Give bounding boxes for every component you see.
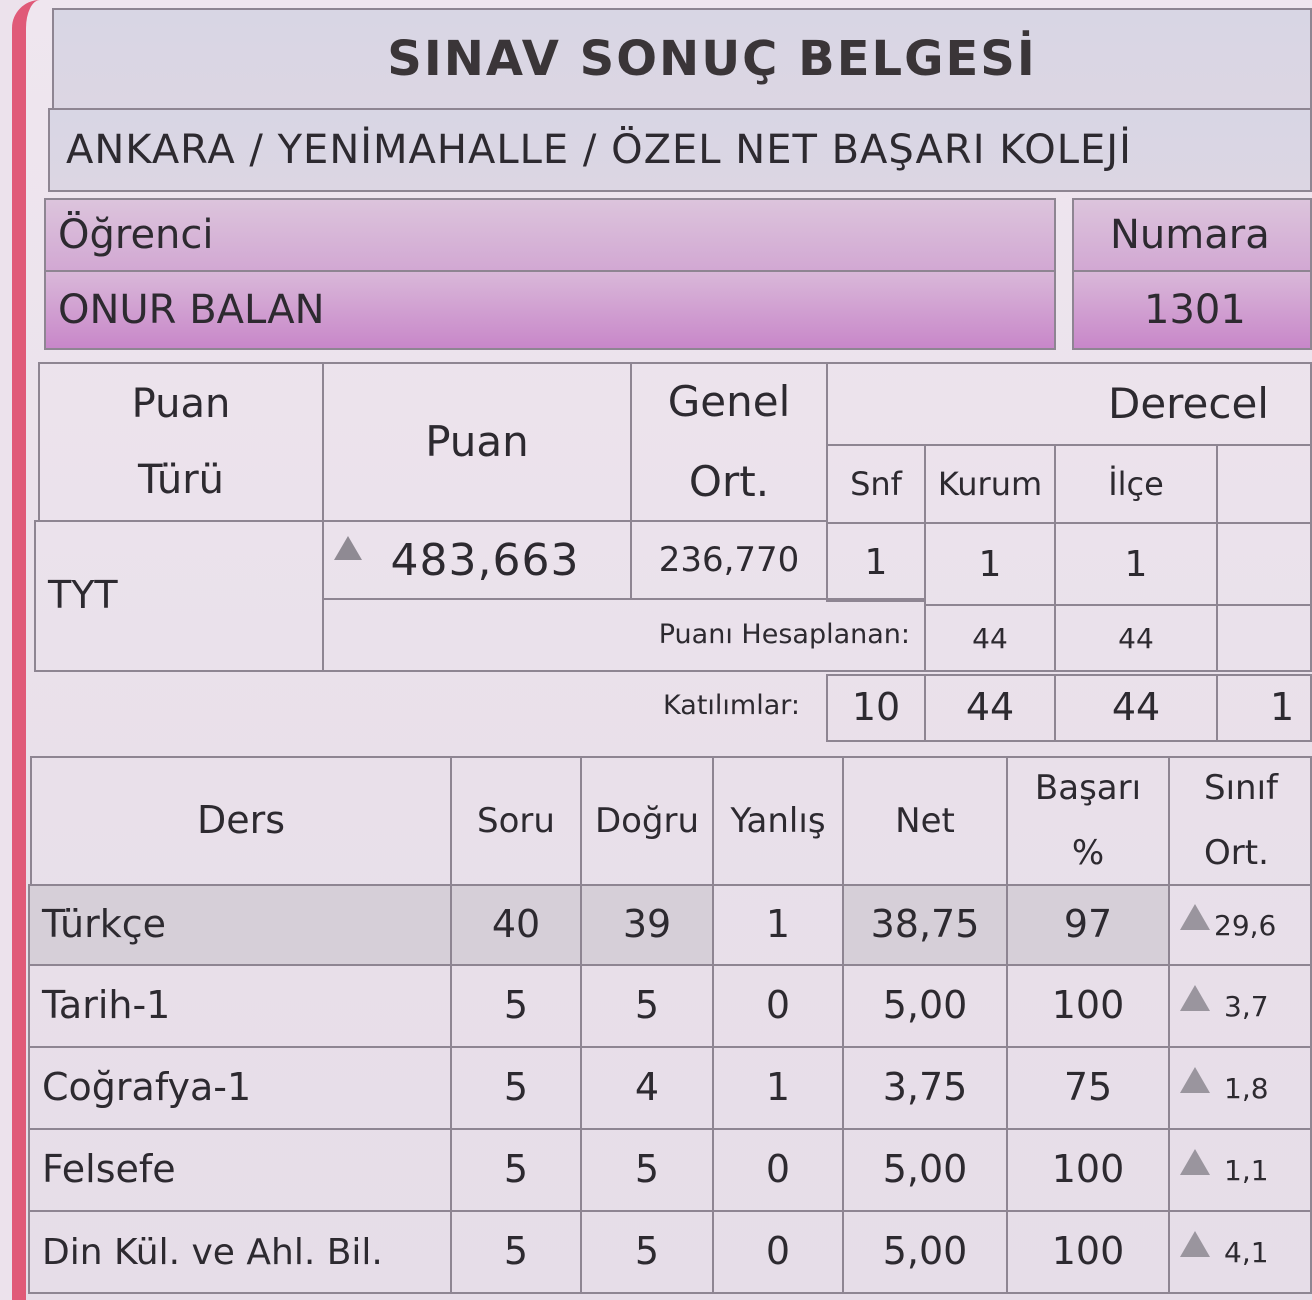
- triangle-up-icon: [334, 536, 362, 560]
- sinif-ort-cell: [1168, 964, 1312, 1048]
- sinif-ort-cell: [1168, 1046, 1312, 1130]
- calculated-extra-cell: [1216, 604, 1312, 672]
- score-type: TYT: [48, 573, 118, 618]
- soru-value: 5: [503, 1065, 529, 1110]
- sinif-ort-cell: [1168, 884, 1312, 966]
- kurum-header-text: Kurum: [937, 465, 1043, 503]
- sinif-ort-header-text: Sınıf Ort.: [1204, 768, 1278, 873]
- calculated-ilce: 44: [1118, 621, 1154, 655]
- net-value: 5,00: [882, 1147, 968, 1192]
- basari-value: 100: [1051, 1229, 1125, 1274]
- student-number: 1301: [1144, 287, 1246, 333]
- subject-name: Türkçe: [42, 902, 166, 947]
- participants-label: Katılımlar:: [663, 690, 800, 722]
- kurum-rank-cell: [924, 522, 1056, 606]
- dereceler-header-text: Derecel: [1108, 378, 1269, 428]
- yanlis-cell: [712, 1128, 844, 1212]
- document-title: SINAV SONUÇ BELGESİ: [387, 31, 1037, 87]
- yanlis-value: 0: [765, 1147, 791, 1192]
- basari-header-text: Başarı %: [1034, 768, 1142, 873]
- sinif-ort-value: 1,1: [1224, 1153, 1269, 1187]
- subject-name-cell: [28, 1046, 452, 1130]
- basari-cell: [1006, 1128, 1170, 1212]
- dogru-value: 5: [634, 1147, 660, 1192]
- genel-ort-header-text: Genel Ort.: [667, 377, 791, 506]
- student-name: ONUR BALAN: [58, 287, 325, 333]
- number-value-box: [1072, 270, 1312, 350]
- participants-snf: 10: [851, 685, 901, 730]
- basari-value: 75: [1063, 1065, 1113, 1110]
- ilce-header: [1054, 444, 1218, 524]
- subject-name: Din Kül. ve Ahl. Bil.: [42, 1231, 383, 1273]
- dogru-value: 4: [634, 1065, 660, 1110]
- participants-kurum-cell: [924, 674, 1056, 742]
- soru-value: 5: [503, 1229, 529, 1274]
- sinif-ort-cell: [1168, 1210, 1312, 1294]
- soru-cell: [450, 1210, 582, 1294]
- participants-snf-cell: [826, 674, 926, 742]
- yanlis-header-text: Yanlış: [730, 800, 826, 841]
- dogru-cell: [580, 1128, 714, 1212]
- calculated-label: Puanı Hesaplanan:: [658, 619, 910, 651]
- general-avg-value: 236,770: [658, 539, 800, 580]
- kurum-rank: 1: [978, 543, 1002, 585]
- snf-rank: 1: [864, 541, 888, 583]
- basari-value: 97: [1063, 902, 1113, 947]
- genel-ort-header: [630, 362, 828, 522]
- sinif-ort-value: 3,7: [1224, 989, 1269, 1023]
- participants-ilce-cell: [1054, 674, 1218, 742]
- extra-rank-cell: [1216, 522, 1312, 606]
- yanlis-cell: [712, 964, 844, 1048]
- dogru-cell: [580, 1210, 714, 1294]
- net-header-text: Net: [895, 800, 955, 841]
- ders-header-text: Ders: [196, 798, 286, 843]
- student-label: Öğrenci: [58, 212, 214, 258]
- sinif-ort-value: 29,6: [1214, 908, 1277, 942]
- soru-header: [450, 756, 582, 886]
- subject-name-cell: [28, 884, 452, 966]
- dereceler-header: [826, 362, 1312, 446]
- extra-header: [1216, 444, 1312, 524]
- calculated-label-cell: [322, 598, 926, 672]
- net-value: 38,75: [870, 902, 980, 947]
- participants-next: 1: [1270, 685, 1295, 730]
- yanlis-value: 0: [765, 1229, 791, 1274]
- institution-name: ANKARA / YENİMAHALLE / ÖZEL NET BAŞARI KOLEJİ: [66, 127, 1132, 173]
- basari-value: 100: [1051, 983, 1125, 1028]
- triangle-up-icon: [1180, 1067, 1210, 1093]
- soru-value: 5: [503, 983, 529, 1028]
- triangle-up-icon: [1180, 904, 1210, 930]
- snf-header-text: Snf: [850, 465, 902, 503]
- dogru-value: 5: [634, 1229, 660, 1274]
- sinif-ort-value: 4,1: [1224, 1235, 1269, 1269]
- soru-header-text: Soru: [477, 800, 555, 841]
- participants-kurum: 44: [965, 685, 1015, 730]
- soru-cell: [450, 884, 582, 966]
- ilce-rank-cell: [1054, 522, 1218, 606]
- score-type-cell: [34, 520, 324, 672]
- net-value: 5,00: [882, 1229, 968, 1274]
- triangle-up-icon: [1180, 1231, 1210, 1257]
- yanlis-value: 1: [765, 1065, 791, 1110]
- dogru-value: 5: [634, 983, 660, 1028]
- participants-label-cell: [560, 676, 822, 736]
- student-name-box: [44, 270, 1056, 350]
- net-cell: [842, 1210, 1008, 1294]
- dogru-header-text: Doğru: [594, 800, 700, 841]
- student-label-box: [44, 198, 1056, 272]
- dogru-cell: [580, 884, 714, 966]
- participants-ilce: 44: [1111, 685, 1161, 730]
- basari-cell: [1006, 884, 1170, 966]
- ders-header: [30, 756, 452, 886]
- yanlis-cell: [712, 1046, 844, 1130]
- basari-value: 100: [1051, 1147, 1125, 1192]
- triangle-up-icon: [1180, 1149, 1210, 1175]
- puan-header-text: Puan: [425, 416, 529, 466]
- calculated-kurum-cell: [924, 604, 1056, 672]
- soru-cell: [450, 1046, 582, 1130]
- ilce-header-text: İlçe: [1108, 465, 1164, 503]
- subject-name: Tarih-1: [42, 983, 171, 1028]
- soru-value: 5: [503, 1147, 529, 1192]
- calculated-ilce-cell: [1054, 604, 1218, 672]
- basari-cell: [1006, 1046, 1170, 1130]
- basari-header: [1006, 756, 1170, 886]
- sinif-ort-header: [1168, 756, 1312, 886]
- yanlis-header: [712, 756, 844, 886]
- subject-name: Felsefe: [42, 1147, 176, 1192]
- basari-cell: [1006, 1210, 1170, 1294]
- calculated-kurum: 44: [972, 621, 1008, 655]
- net-cell: [842, 1128, 1008, 1212]
- basari-cell: [1006, 964, 1170, 1048]
- number-label-box: [1072, 198, 1312, 272]
- number-label: Numara: [1110, 212, 1270, 258]
- puan-turu-header-text: Puan Türü: [131, 381, 231, 503]
- subject-name-cell: [28, 964, 452, 1048]
- yanlis-value: 0: [765, 983, 791, 1028]
- score-value: 483,663: [390, 534, 580, 586]
- yanlis-cell: [712, 1210, 844, 1294]
- net-header: [842, 756, 1008, 886]
- sinif-ort-cell: [1168, 1128, 1312, 1212]
- sinif-ort-value: 1,8: [1224, 1071, 1269, 1105]
- participants-next-cell: [1216, 674, 1312, 742]
- dogru-header: [580, 756, 714, 886]
- soru-cell: [450, 1128, 582, 1212]
- soru-value: 40: [491, 902, 541, 947]
- puan-header: [322, 362, 632, 522]
- ilce-rank: 1: [1124, 543, 1148, 585]
- subject-name: Coğrafya-1: [42, 1065, 252, 1110]
- institution-box: [48, 108, 1312, 192]
- net-value: 3,75: [882, 1065, 968, 1110]
- general-avg-cell: [630, 520, 828, 600]
- document-title-box: [52, 8, 1312, 108]
- net-value: 5,00: [882, 983, 968, 1028]
- dogru-cell: [580, 1046, 714, 1130]
- net-cell: [842, 884, 1008, 966]
- net-cell: [842, 1046, 1008, 1130]
- subject-name-cell: [28, 1210, 452, 1294]
- triangle-up-icon: [1180, 985, 1210, 1011]
- dogru-value: 39: [622, 902, 672, 947]
- yanlis-cell: [712, 884, 844, 966]
- snf-header: [826, 444, 926, 524]
- snf-rank-cell: [826, 522, 926, 602]
- kurum-header: [924, 444, 1056, 524]
- soru-cell: [450, 964, 582, 1048]
- net-cell: [842, 964, 1008, 1048]
- score-cell: [322, 520, 632, 600]
- subject-name-cell: [28, 1128, 452, 1212]
- dogru-cell: [580, 964, 714, 1048]
- puan-turu-header: [38, 362, 324, 522]
- yanlis-value: 1: [765, 902, 791, 947]
